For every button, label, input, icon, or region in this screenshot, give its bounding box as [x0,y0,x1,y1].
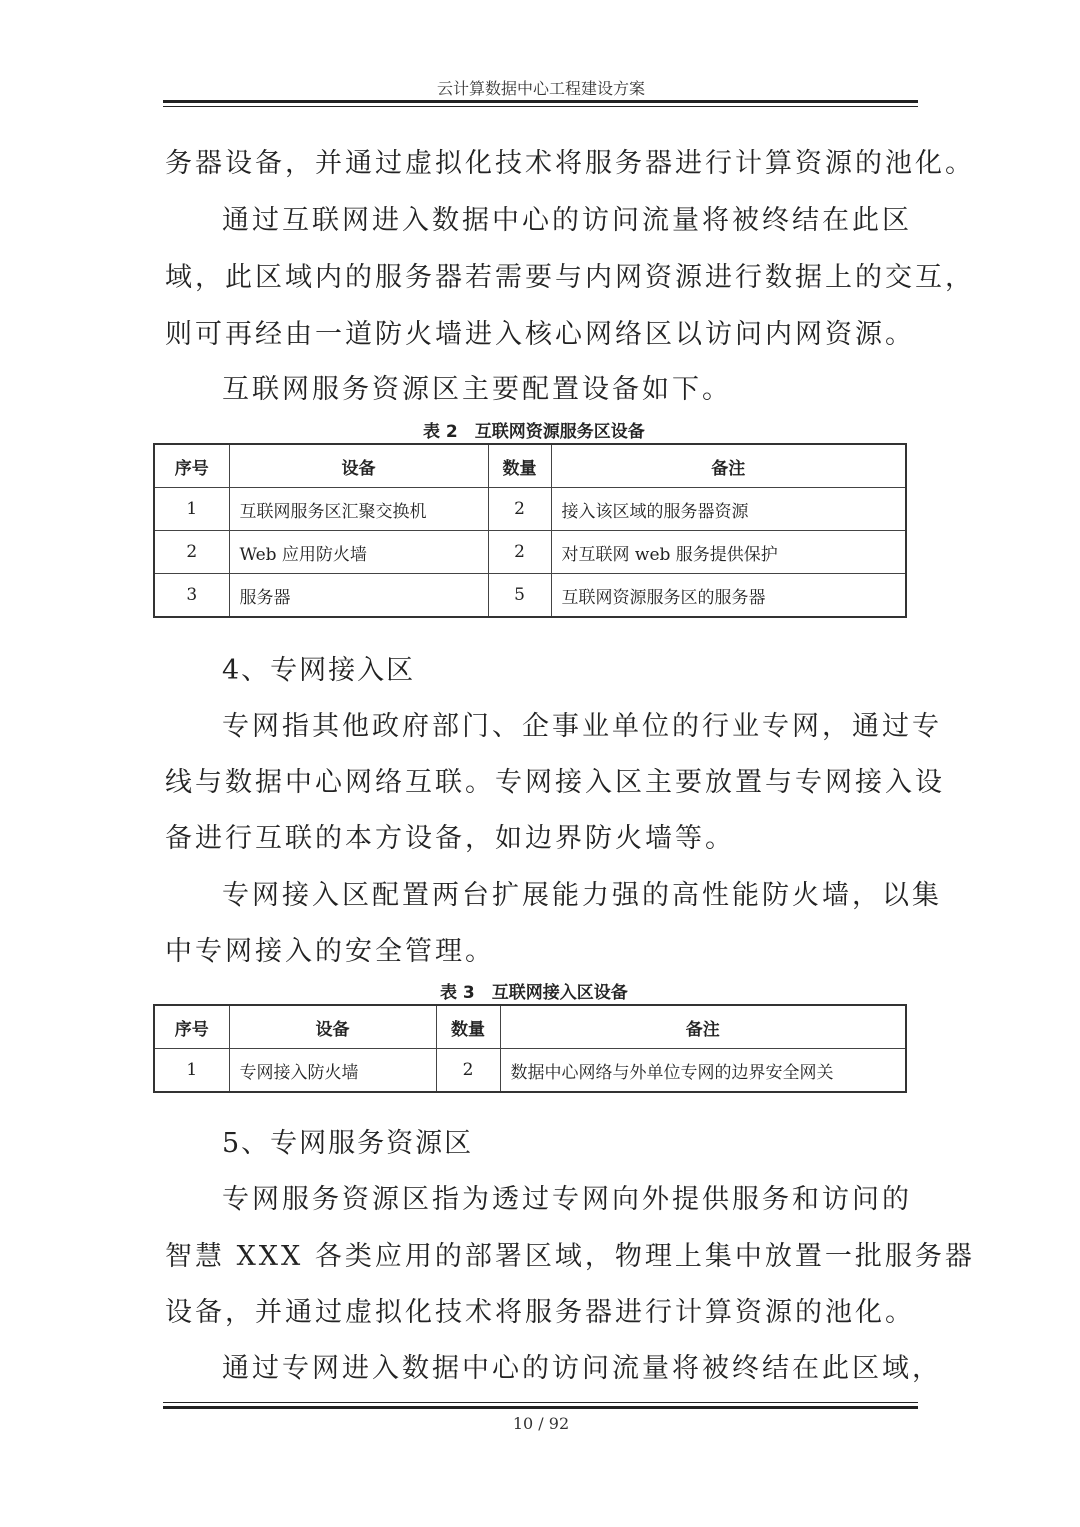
table-cell: 5 [488,574,551,618]
table-3-caption: 表 3 互联网接入区设备 [440,983,628,1003]
paragraph-line: 设备，并通过虚拟化技术将服务器进行计算资源的池化。 [165,1297,915,1328]
section-5-heading: 5、专网服务资源区 [222,1128,474,1159]
page-number: 10 / 92 [512,1414,570,1433]
table-2 [153,443,907,618]
table-header-row [154,1005,906,1049]
table-cell: 2 [436,1049,500,1093]
paragraph-line: 互联网服务资源区主要配置设备如下。 [222,374,732,405]
table-cell: 3 [154,574,229,618]
table-row [154,1049,906,1093]
table-cell: 1 [154,1049,229,1093]
paragraph-line: 专网指其他政府部门、企事业单位的行业专网，通过专 [222,711,942,742]
table-row [154,574,906,618]
table-3 [153,1004,907,1093]
header-cell: 备注 [551,444,906,488]
header-cell: 数量 [436,1005,500,1049]
header-cell: 设备 [229,1005,436,1049]
header-cell: 数量 [488,444,551,488]
running-header: 云计算数据中心工程建设方案 [436,79,645,98]
table-cell: 接入该区域的服务器资源 [551,488,906,531]
header-cell: 设备 [229,444,488,488]
paragraph-line: 通过专网进入数据中心的访问流量将被终结在此区域， [222,1353,942,1384]
table-row [154,488,906,531]
table-header-row [154,444,906,488]
paragraph-line: 中专网接入的安全管理。 [165,936,495,967]
table-cell: 数据中心网络与外单位专网的边界安全网关 [500,1049,906,1093]
table-cell: 2 [488,531,551,574]
paragraph-line: 专网服务资源区指为透过专网向外提供服务和访问的 [222,1184,912,1215]
paragraph-line: 智慧 XXX 各类应用的部署区域，物理上集中放置一批服务器 [165,1241,975,1272]
table-row [154,531,906,574]
table-cell: 对互联网 web 服务提供保护 [551,531,906,574]
table-cell: Web 应用防火墙 [229,531,488,574]
header-cell: 备注 [500,1005,906,1049]
header-rule-thin [163,106,918,107]
footer-rule-thin [163,1402,918,1403]
table-cell: 互联网服务区汇聚交换机 [229,488,488,531]
paragraph-line: 线与数据中心网络互联。专网接入区主要放置与专网接入设 [165,767,945,798]
header-cell: 序号 [154,1005,229,1049]
paragraph-line: 域，此区域内的服务器若需要与内网资源进行数据上的交互， [165,262,975,293]
table-cell: 1 [154,488,229,531]
table-cell: 互联网资源服务区的服务器 [551,574,906,618]
paragraph-line: 则可再经由一道防火墙进入核心网络区以访问内网资源。 [165,319,915,350]
paragraph-line: 专网接入区配置两台扩展能力强的高性能防火墙，以集 [222,880,942,911]
footer-rule-thick [163,1406,918,1409]
paragraph-line: 备进行互联的本方设备，如边界防火墙等。 [165,823,735,854]
header-rule-thick [163,100,918,103]
table-cell: 2 [488,488,551,531]
table-cell: 服务器 [229,574,488,618]
paragraph-line: 务器设备，并通过虚拟化技术将服务器进行计算资源的池化。 [165,148,975,179]
table-cell: 2 [154,531,229,574]
header-cell: 序号 [154,444,229,488]
table-2-caption: 表 2 互联网资源服务区设备 [423,422,645,442]
table-cell: 专网接入防火墙 [229,1049,436,1093]
section-4-heading: 4、专网接入区 [222,655,416,686]
paragraph-line: 通过互联网进入数据中心的访问流量将被终结在此区 [222,205,912,236]
